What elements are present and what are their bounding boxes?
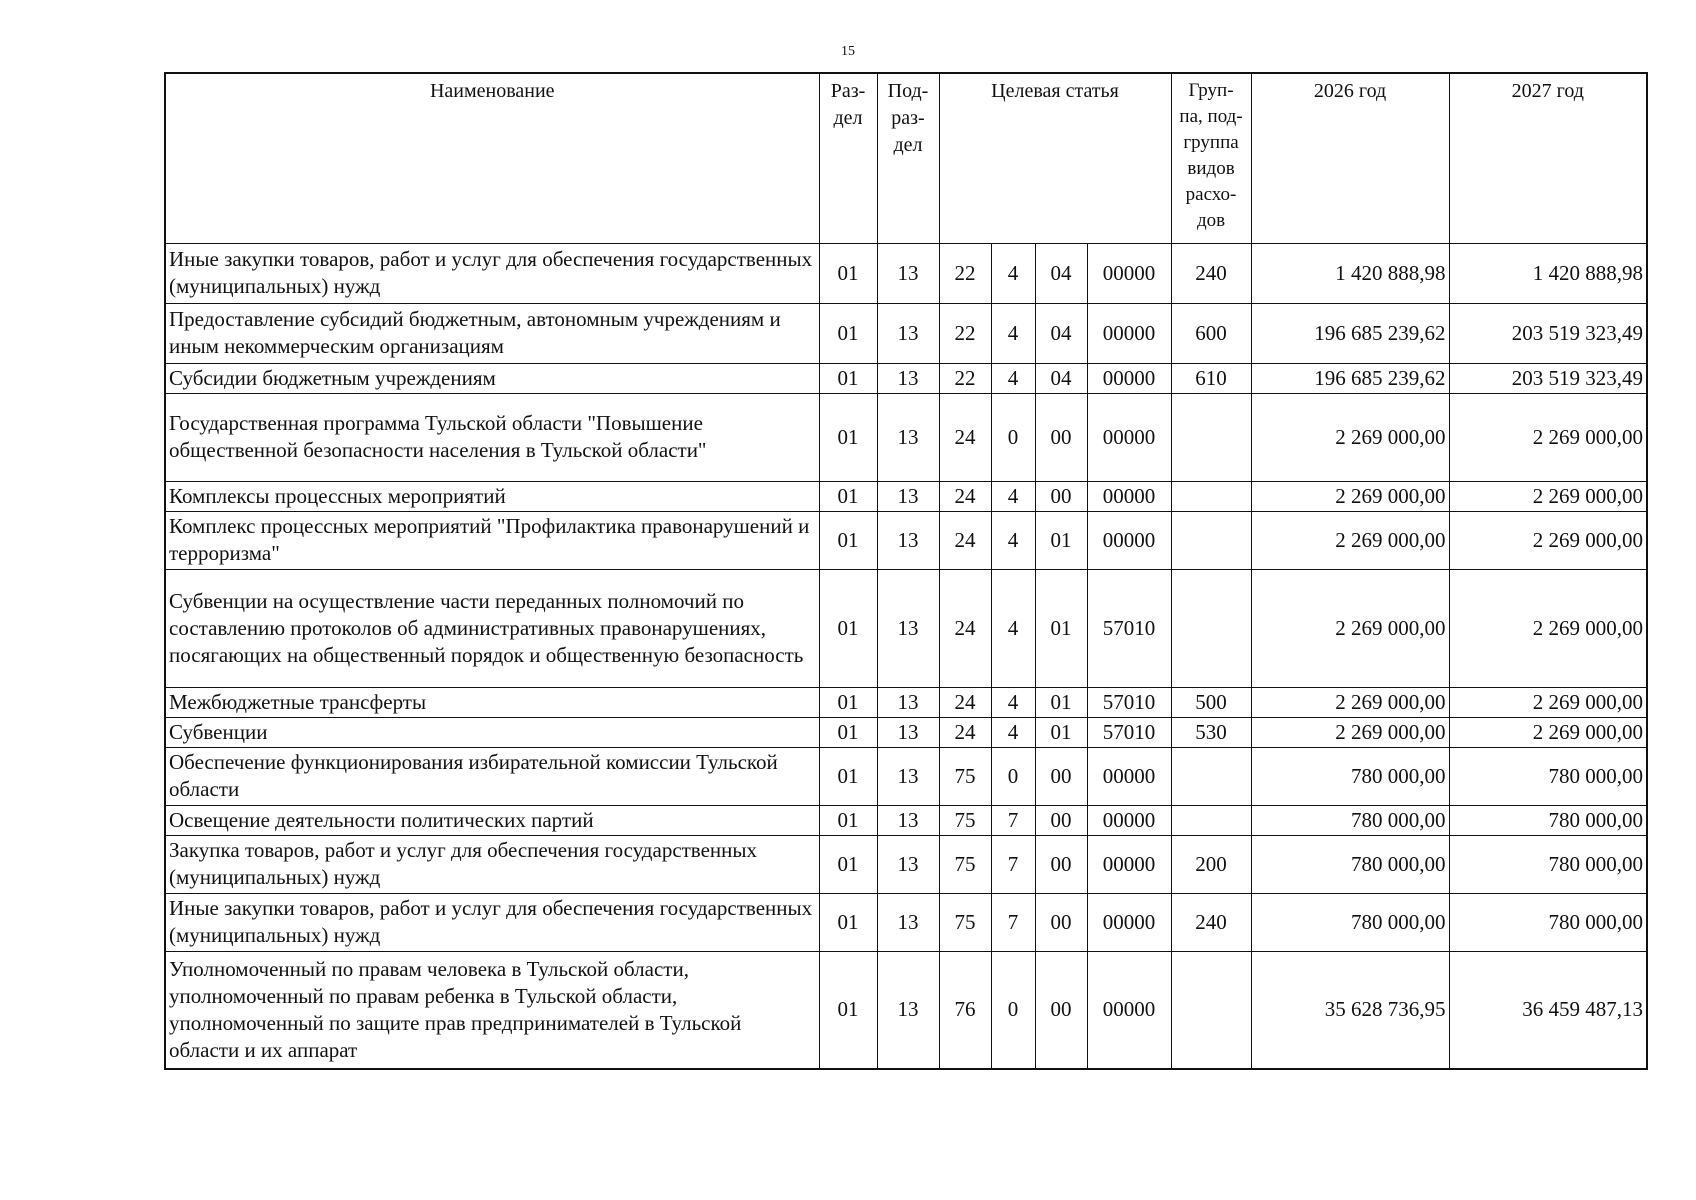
target-direction-code: 00000 bbox=[1087, 893, 1171, 951]
row-name: Субвенции на осуществление части переданных полномочий по составлению протоколов об административных правонарушениях, посягающих на общественный порядок и общественную безопасность bbox=[165, 569, 819, 687]
amount-2026: 780 000,00 bbox=[1251, 747, 1449, 805]
expense-group-code: 600 bbox=[1171, 303, 1251, 363]
subsection-code: 13 bbox=[877, 717, 939, 747]
expense-group-code bbox=[1171, 393, 1251, 481]
target-program-code: 75 bbox=[939, 747, 991, 805]
table-header-row bbox=[165, 73, 1647, 243]
header-year-2026: 2026 год bbox=[1251, 73, 1449, 243]
target-subprogram-code: 01 bbox=[1035, 511, 1087, 569]
target-type-code: 0 bbox=[991, 393, 1035, 481]
expense-group-code: 240 bbox=[1171, 243, 1251, 303]
target-program-code: 24 bbox=[939, 481, 991, 511]
section-code: 01 bbox=[819, 717, 877, 747]
target-program-code: 22 bbox=[939, 303, 991, 363]
target-type-code: 4 bbox=[991, 687, 1035, 717]
subsection-code: 13 bbox=[877, 893, 939, 951]
target-program-code: 24 bbox=[939, 687, 991, 717]
amount-2027: 780 000,00 bbox=[1449, 835, 1647, 893]
amount-2027: 2 269 000,00 bbox=[1449, 717, 1647, 747]
row-name: Иные закупки товаров, работ и услуг для обеспечения государственных (муниципальных) нужд bbox=[165, 893, 819, 951]
section-code: 01 bbox=[819, 243, 877, 303]
subsection-code: 13 bbox=[877, 835, 939, 893]
section-code: 01 bbox=[819, 893, 877, 951]
target-program-code: 75 bbox=[939, 893, 991, 951]
amount-2026: 1 420 888,98 bbox=[1251, 243, 1449, 303]
row-name: Государственная программа Тульской области "Повышение общественной безопасности населения в Тульской области" bbox=[165, 393, 819, 481]
target-program-code: 24 bbox=[939, 717, 991, 747]
table-body bbox=[165, 243, 1647, 1069]
amount-2027: 780 000,00 bbox=[1449, 893, 1647, 951]
table-row bbox=[165, 481, 1647, 511]
amount-2026: 780 000,00 bbox=[1251, 893, 1449, 951]
target-type-code: 4 bbox=[991, 511, 1035, 569]
target-type-code: 7 bbox=[991, 805, 1035, 835]
header-name: Наименование bbox=[165, 73, 819, 243]
target-subprogram-code: 00 bbox=[1035, 835, 1087, 893]
target-subprogram-code: 00 bbox=[1035, 951, 1087, 1069]
target-type-code: 4 bbox=[991, 243, 1035, 303]
expense-group-code: 200 bbox=[1171, 835, 1251, 893]
target-direction-code: 00000 bbox=[1087, 393, 1171, 481]
amount-2027: 203 519 323,49 bbox=[1449, 363, 1647, 393]
expense-group-code: 610 bbox=[1171, 363, 1251, 393]
row-name: Уполномоченный по правам человека в Тульской области, уполномоченный по правам ребенка в Тульской области, уполномоченный по защите прав предпринимателей в Тульской области и их аппарат bbox=[165, 951, 819, 1069]
target-subprogram-code: 00 bbox=[1035, 805, 1087, 835]
amount-2026: 35 628 736,95 bbox=[1251, 951, 1449, 1069]
amount-2027: 203 519 323,49 bbox=[1449, 303, 1647, 363]
subsection-code: 13 bbox=[877, 951, 939, 1069]
target-program-code: 76 bbox=[939, 951, 991, 1069]
target-program-code: 22 bbox=[939, 243, 991, 303]
table-row bbox=[165, 393, 1647, 481]
amount-2027: 2 269 000,00 bbox=[1449, 481, 1647, 511]
target-type-code: 0 bbox=[991, 951, 1035, 1069]
amount-2026: 2 269 000,00 bbox=[1251, 717, 1449, 747]
row-name: Субсидии бюджетным учреждениям bbox=[165, 363, 819, 393]
row-name: Освещение деятельности политических партий bbox=[165, 805, 819, 835]
subsection-code: 13 bbox=[877, 687, 939, 717]
amount-2027: 1 420 888,98 bbox=[1449, 243, 1647, 303]
target-direction-code: 00000 bbox=[1087, 303, 1171, 363]
table-row bbox=[165, 511, 1647, 569]
target-type-code: 4 bbox=[991, 481, 1035, 511]
target-direction-code: 00000 bbox=[1087, 363, 1171, 393]
target-type-code: 4 bbox=[991, 717, 1035, 747]
section-code: 01 bbox=[819, 569, 877, 687]
row-name: Комплексы процессных мероприятий bbox=[165, 481, 819, 511]
amount-2026: 2 269 000,00 bbox=[1251, 569, 1449, 687]
subsection-code: 13 bbox=[877, 747, 939, 805]
target-subprogram-code: 00 bbox=[1035, 481, 1087, 511]
amount-2026: 2 269 000,00 bbox=[1251, 511, 1449, 569]
expense-group-code bbox=[1171, 805, 1251, 835]
table-row bbox=[165, 835, 1647, 893]
row-name: Иные закупки товаров, работ и услуг для обеспечения государственных (муниципальных) нужд bbox=[165, 243, 819, 303]
amount-2027: 2 269 000,00 bbox=[1449, 687, 1647, 717]
header-section: Раз- дел bbox=[819, 73, 877, 243]
target-program-code: 22 bbox=[939, 363, 991, 393]
amount-2026: 2 269 000,00 bbox=[1251, 393, 1449, 481]
target-direction-code: 00000 bbox=[1087, 805, 1171, 835]
target-direction-code: 00000 bbox=[1087, 951, 1171, 1069]
amount-2027: 36 459 487,13 bbox=[1449, 951, 1647, 1069]
subsection-code: 13 bbox=[877, 303, 939, 363]
header-expense-group: Груп- па, под- группа видов расхо- дов bbox=[1171, 73, 1251, 243]
header-target-article: Целевая статья bbox=[939, 73, 1171, 243]
target-program-code: 24 bbox=[939, 569, 991, 687]
amount-2027: 780 000,00 bbox=[1449, 805, 1647, 835]
table-row bbox=[165, 893, 1647, 951]
table-row bbox=[165, 747, 1647, 805]
target-subprogram-code: 00 bbox=[1035, 893, 1087, 951]
target-type-code: 7 bbox=[991, 893, 1035, 951]
target-direction-code: 00000 bbox=[1087, 481, 1171, 511]
target-subprogram-code: 00 bbox=[1035, 747, 1087, 805]
amount-2026: 2 269 000,00 bbox=[1251, 481, 1449, 511]
amount-2026: 780 000,00 bbox=[1251, 805, 1449, 835]
section-code: 01 bbox=[819, 511, 877, 569]
subsection-code: 13 bbox=[877, 569, 939, 687]
target-program-code: 75 bbox=[939, 835, 991, 893]
amount-2027: 2 269 000,00 bbox=[1449, 393, 1647, 481]
amount-2026: 196 685 239,62 bbox=[1251, 363, 1449, 393]
expense-group-code: 500 bbox=[1171, 687, 1251, 717]
table-row bbox=[165, 951, 1647, 1069]
amount-2026: 2 269 000,00 bbox=[1251, 687, 1449, 717]
page-number: 15 bbox=[841, 44, 855, 59]
subsection-code: 13 bbox=[877, 393, 939, 481]
row-name: Обеспечение функционирования избирательной комиссии Тульской области bbox=[165, 747, 819, 805]
expense-group-code: 240 bbox=[1171, 893, 1251, 951]
budget-table bbox=[164, 72, 1648, 1070]
target-type-code: 7 bbox=[991, 835, 1035, 893]
table-row bbox=[165, 569, 1647, 687]
section-code: 01 bbox=[819, 303, 877, 363]
section-code: 01 bbox=[819, 393, 877, 481]
row-name: Комплекс процессных мероприятий "Профилактика правонарушений и терроризма" bbox=[165, 511, 819, 569]
expense-group-code bbox=[1171, 951, 1251, 1069]
section-code: 01 bbox=[819, 481, 877, 511]
section-code: 01 bbox=[819, 835, 877, 893]
subsection-code: 13 bbox=[877, 805, 939, 835]
target-direction-code: 00000 bbox=[1087, 835, 1171, 893]
section-code: 01 bbox=[819, 951, 877, 1069]
target-direction-code: 00000 bbox=[1087, 747, 1171, 805]
target-subprogram-code: 01 bbox=[1035, 569, 1087, 687]
table-row bbox=[165, 687, 1647, 717]
subsection-code: 13 bbox=[877, 511, 939, 569]
section-code: 01 bbox=[819, 363, 877, 393]
section-code: 01 bbox=[819, 687, 877, 717]
target-subprogram-code: 04 bbox=[1035, 243, 1087, 303]
target-program-code: 24 bbox=[939, 393, 991, 481]
target-type-code: 4 bbox=[991, 569, 1035, 687]
target-type-code: 4 bbox=[991, 303, 1035, 363]
amount-2027: 780 000,00 bbox=[1449, 747, 1647, 805]
expense-group-code bbox=[1171, 747, 1251, 805]
row-name: Межбюджетные трансферты bbox=[165, 687, 819, 717]
row-name: Субвенции bbox=[165, 717, 819, 747]
row-name: Предоставление субсидий бюджетным, автономным учреждениям и иным некоммерческим организациям bbox=[165, 303, 819, 363]
subsection-code: 13 bbox=[877, 481, 939, 511]
table-row bbox=[165, 363, 1647, 393]
table-row bbox=[165, 243, 1647, 303]
amount-2027: 2 269 000,00 bbox=[1449, 569, 1647, 687]
row-name: Закупка товаров, работ и услуг для обеспечения государственных (муниципальных) нужд bbox=[165, 835, 819, 893]
target-direction-code: 00000 bbox=[1087, 243, 1171, 303]
target-direction-code: 57010 bbox=[1087, 569, 1171, 687]
target-subprogram-code: 00 bbox=[1035, 393, 1087, 481]
expense-group-code: 530 bbox=[1171, 717, 1251, 747]
amount-2027: 2 269 000,00 bbox=[1449, 511, 1647, 569]
header-subsection: Под- раз- дел bbox=[877, 73, 939, 243]
target-direction-code: 00000 bbox=[1087, 511, 1171, 569]
section-code: 01 bbox=[819, 805, 877, 835]
target-program-code: 24 bbox=[939, 511, 991, 569]
target-type-code: 0 bbox=[991, 747, 1035, 805]
amount-2026: 780 000,00 bbox=[1251, 835, 1449, 893]
target-program-code: 75 bbox=[939, 805, 991, 835]
target-subprogram-code: 04 bbox=[1035, 303, 1087, 363]
target-direction-code: 57010 bbox=[1087, 687, 1171, 717]
expense-group-code bbox=[1171, 481, 1251, 511]
subsection-code: 13 bbox=[877, 243, 939, 303]
target-subprogram-code: 01 bbox=[1035, 687, 1087, 717]
target-direction-code: 57010 bbox=[1087, 717, 1171, 747]
table-row bbox=[165, 717, 1647, 747]
expense-group-code bbox=[1171, 569, 1251, 687]
amount-2026: 196 685 239,62 bbox=[1251, 303, 1449, 363]
section-code: 01 bbox=[819, 747, 877, 805]
table-row bbox=[165, 805, 1647, 835]
target-type-code: 4 bbox=[991, 363, 1035, 393]
target-subprogram-code: 04 bbox=[1035, 363, 1087, 393]
expense-group-code bbox=[1171, 511, 1251, 569]
header-year-2027: 2027 год bbox=[1449, 73, 1647, 243]
target-subprogram-code: 01 bbox=[1035, 717, 1087, 747]
table-row bbox=[165, 303, 1647, 363]
subsection-code: 13 bbox=[877, 363, 939, 393]
